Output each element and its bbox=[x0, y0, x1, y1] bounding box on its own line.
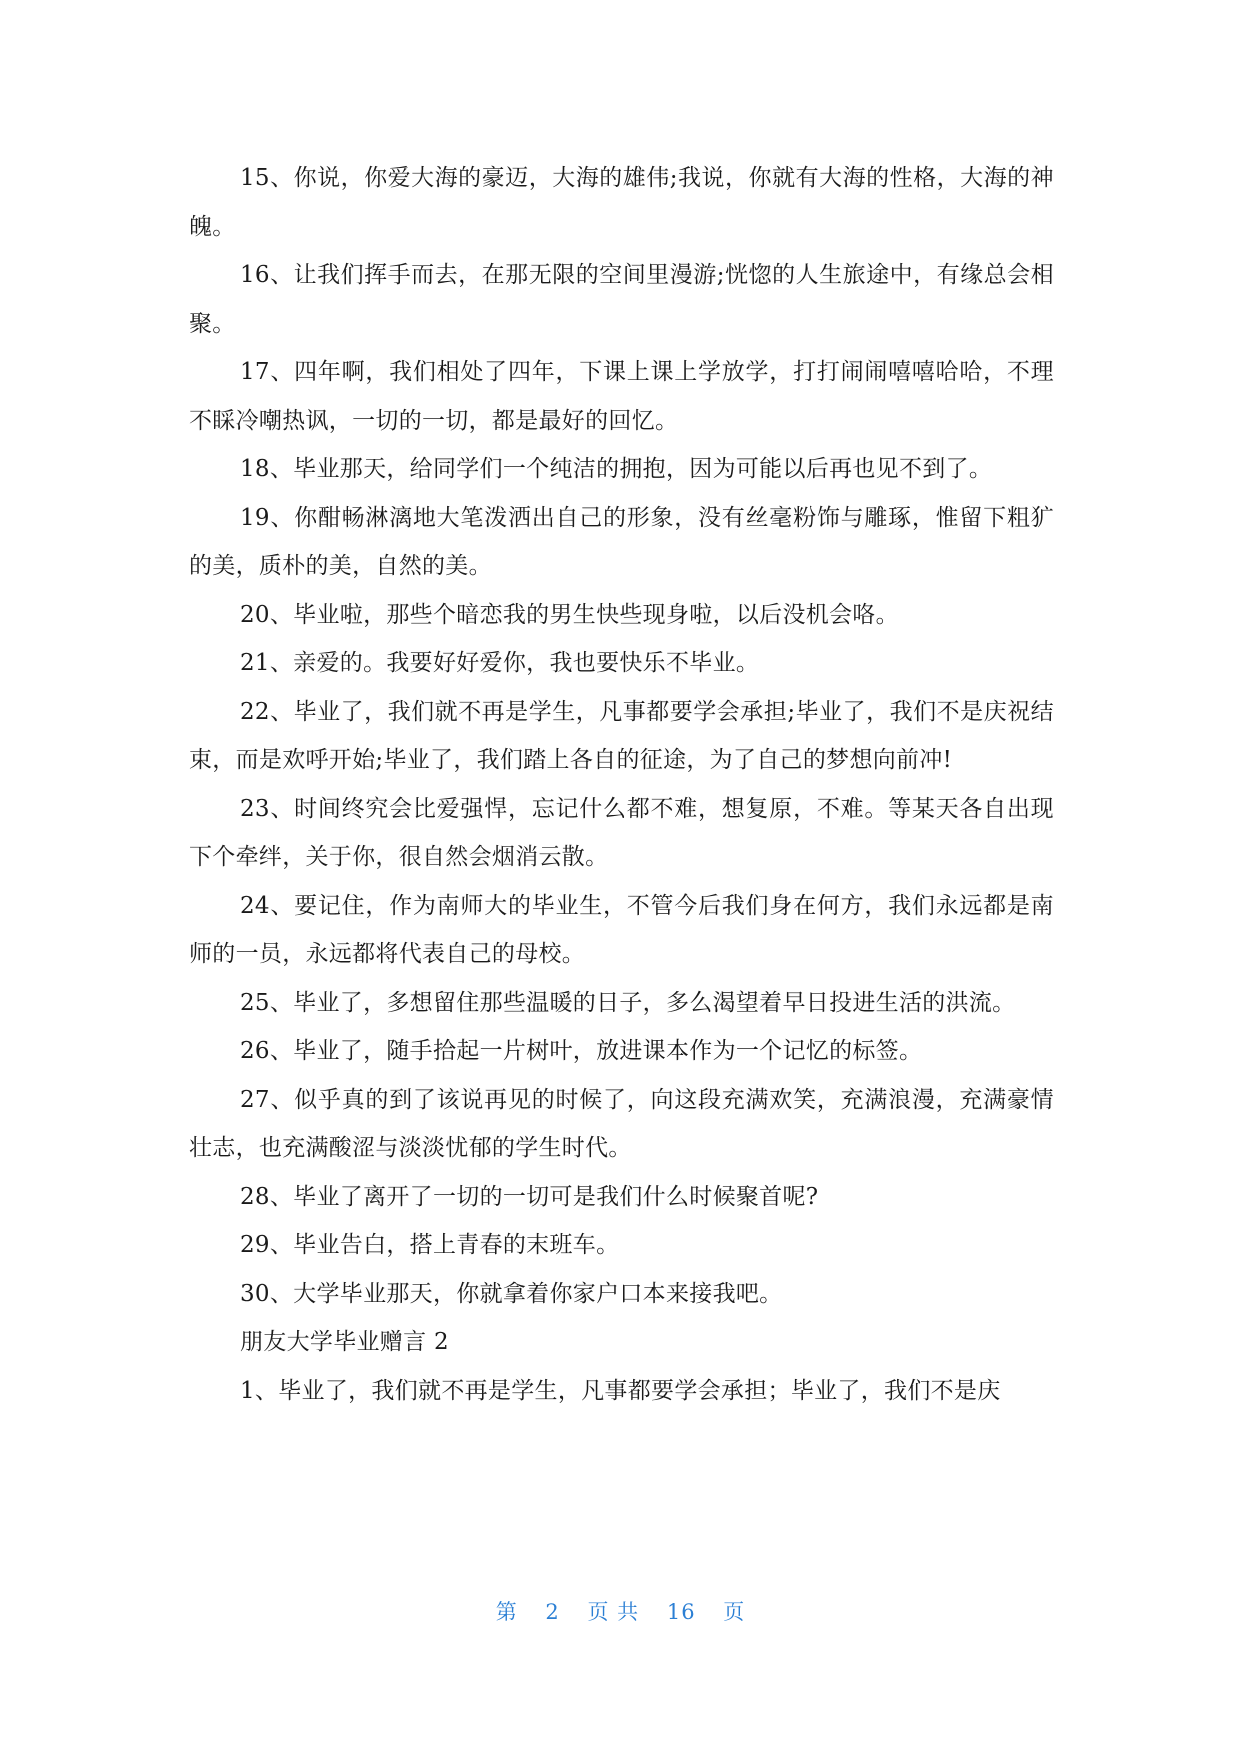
footer-label-ye: 页 bbox=[723, 1600, 746, 1624]
paragraph: 17、四年啊，我们相处了四年，下课上课上学放学，打打闹闹嘻嘻哈哈，不理不睬冷嘲热讽，一切的一切，都是最好的回忆。 bbox=[189, 359, 1054, 434]
footer-label-di: 第 bbox=[495, 1600, 518, 1624]
paragraph: 25、毕业了，多想留住那些温暖的日子，多么渴望着早日投进生活的洪流。 bbox=[240, 989, 1016, 1016]
paragraph: 29、毕业告白，搭上青春的末班车。 bbox=[240, 1232, 620, 1258]
paragraph: 24、要记住，作为南师大的毕业生，不管今后我们身在何方，我们永远都是南师的一员，永远都将代表自己的母校。 bbox=[189, 892, 1054, 967]
footer-label-ye-gong: 页 共 bbox=[587, 1600, 640, 1624]
total-page-count: 16 bbox=[666, 1600, 696, 1624]
paragraph: 19、你酣畅淋漓地大笔泼洒出自己的形象，没有丝毫粉饰与雕琢，惟留下粗犷的美，质朴的美，自然的美。 bbox=[189, 504, 1054, 579]
current-page-number: 2 bbox=[545, 1600, 560, 1624]
paragraph: 18、毕业那天，给同学们一个纯洁的拥抱，因为可能以后再也见不到了。 bbox=[240, 456, 993, 482]
paragraph: 15、你说，你爱大海的豪迈，大海的雄伟;我说，你就有大海的性格，大海的神魄。 bbox=[189, 165, 1054, 240]
paragraph: 26、毕业了，随手拾起一片树叶，放进课本作为一个记忆的标签。 bbox=[240, 1038, 923, 1064]
paragraph: 28、毕业了离开了一切的一切可是我们什么时候聚首呢? bbox=[240, 1183, 819, 1210]
paragraph: 22、毕业了，我们就不再是学生，凡事都要学会承担;毕业了，我们不是庆祝结束，而是欢呼开始;毕业了，我们踏上各自的征途，为了自己的梦想向前冲! bbox=[189, 698, 1054, 773]
paragraph: 20、毕业啦，那些个暗恋我的男生快些现身啦，以后没机会咯。 bbox=[240, 601, 899, 628]
page-number-footer bbox=[0, 1596, 1241, 1626]
paragraph: 21、亲爱的。我要好好爱你，我也要快乐不毕业。 bbox=[240, 650, 760, 676]
paragraph: 27、似乎真的到了该说再见的时候了，向这段充满欢笑，充满浪漫，充满豪情壮志，也充满酸涩与淡淡忧郁的学生时代。 bbox=[189, 1086, 1054, 1161]
paragraph: 23、时间终究会比爱强悍，忘记什么都不难，想复原，不难。等某天各自出现下个牵绊，关于你，很自然会烟消云散。 bbox=[189, 795, 1054, 870]
paragraph: 30、大学毕业那天，你就拿着你家户口本来接我吧。 bbox=[240, 1280, 783, 1307]
paragraph: 1、毕业了，我们就不再是学生，凡事都要学会承担；毕业了，我们不是庆 bbox=[240, 1377, 1001, 1404]
paragraph: 16、让我们挥手而去，在那无限的空间里漫游;恍惚的人生旅途中，有缘总会相聚。 bbox=[189, 262, 1054, 337]
section-heading: 朋友大学毕业赠言 2 bbox=[240, 1329, 449, 1355]
document-body bbox=[189, 154, 1054, 1415]
